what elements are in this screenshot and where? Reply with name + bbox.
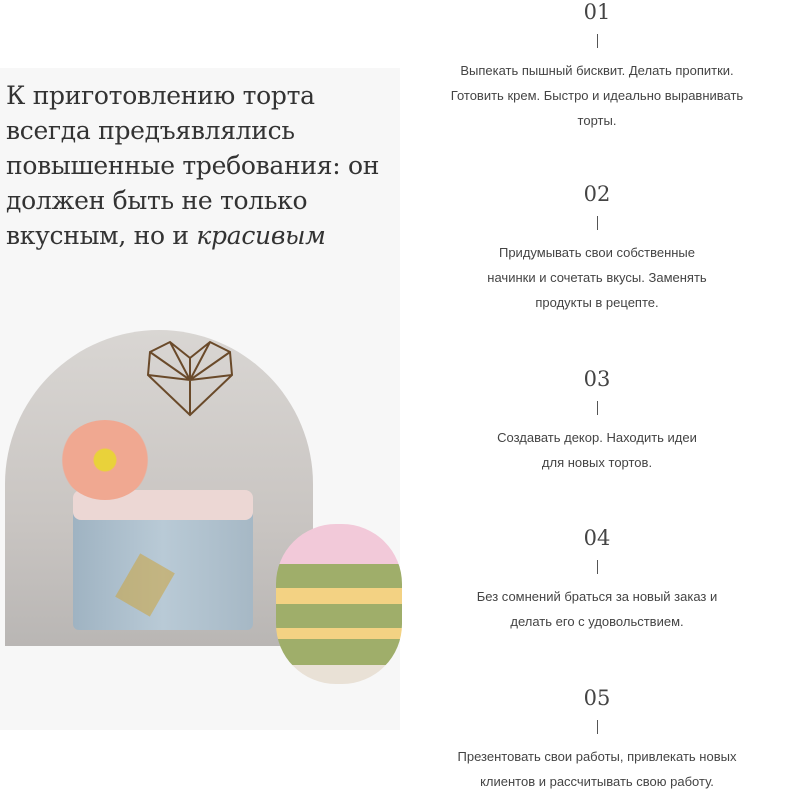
step-item bbox=[440, 0, 754, 133]
step-item bbox=[440, 526, 754, 634]
divider bbox=[597, 560, 598, 574]
step-text: Без сомнений браться за новый заказ и делать его с удовольствием. bbox=[476, 589, 718, 629]
step-text: Выпекать пышный бисквит. Делать пропитки. Готовить крем. Быстро и идеально выравнивать торты. bbox=[450, 63, 744, 128]
step-number: 05 bbox=[583, 686, 611, 710]
step-item bbox=[440, 367, 754, 475]
cake-slice-photo bbox=[276, 524, 402, 684]
step-text: Создавать декор. Находить идеи для новых тортов. bbox=[497, 430, 697, 470]
step-number: 03 bbox=[583, 367, 611, 391]
step-item bbox=[440, 182, 754, 315]
step-item bbox=[440, 686, 754, 794]
step-text: Презентовать свои работы, привлекать новых клиентов и рассчитывать свою работу. bbox=[457, 749, 737, 789]
divider bbox=[597, 720, 598, 734]
step-text: Придумывать свои собственные начинки и сочетать вкусы. Заменять продукты в рецепте. bbox=[487, 245, 707, 310]
divider bbox=[597, 401, 598, 415]
divider bbox=[597, 34, 598, 48]
step-number: 04 bbox=[583, 526, 611, 550]
divider bbox=[597, 216, 598, 230]
heading-text: К приготовлению торта всегда предъявлялись повышенные требования: он должен быть не только вкусным, но и bbox=[6, 81, 380, 250]
intro-heading bbox=[6, 78, 396, 253]
heart-topper-icon bbox=[140, 340, 240, 420]
cake-photo bbox=[5, 330, 313, 646]
step-number: 01 bbox=[583, 0, 611, 24]
step-number: 02 bbox=[583, 182, 611, 206]
heading-emphasis: красивым bbox=[196, 221, 326, 250]
flower-decor bbox=[60, 420, 150, 500]
